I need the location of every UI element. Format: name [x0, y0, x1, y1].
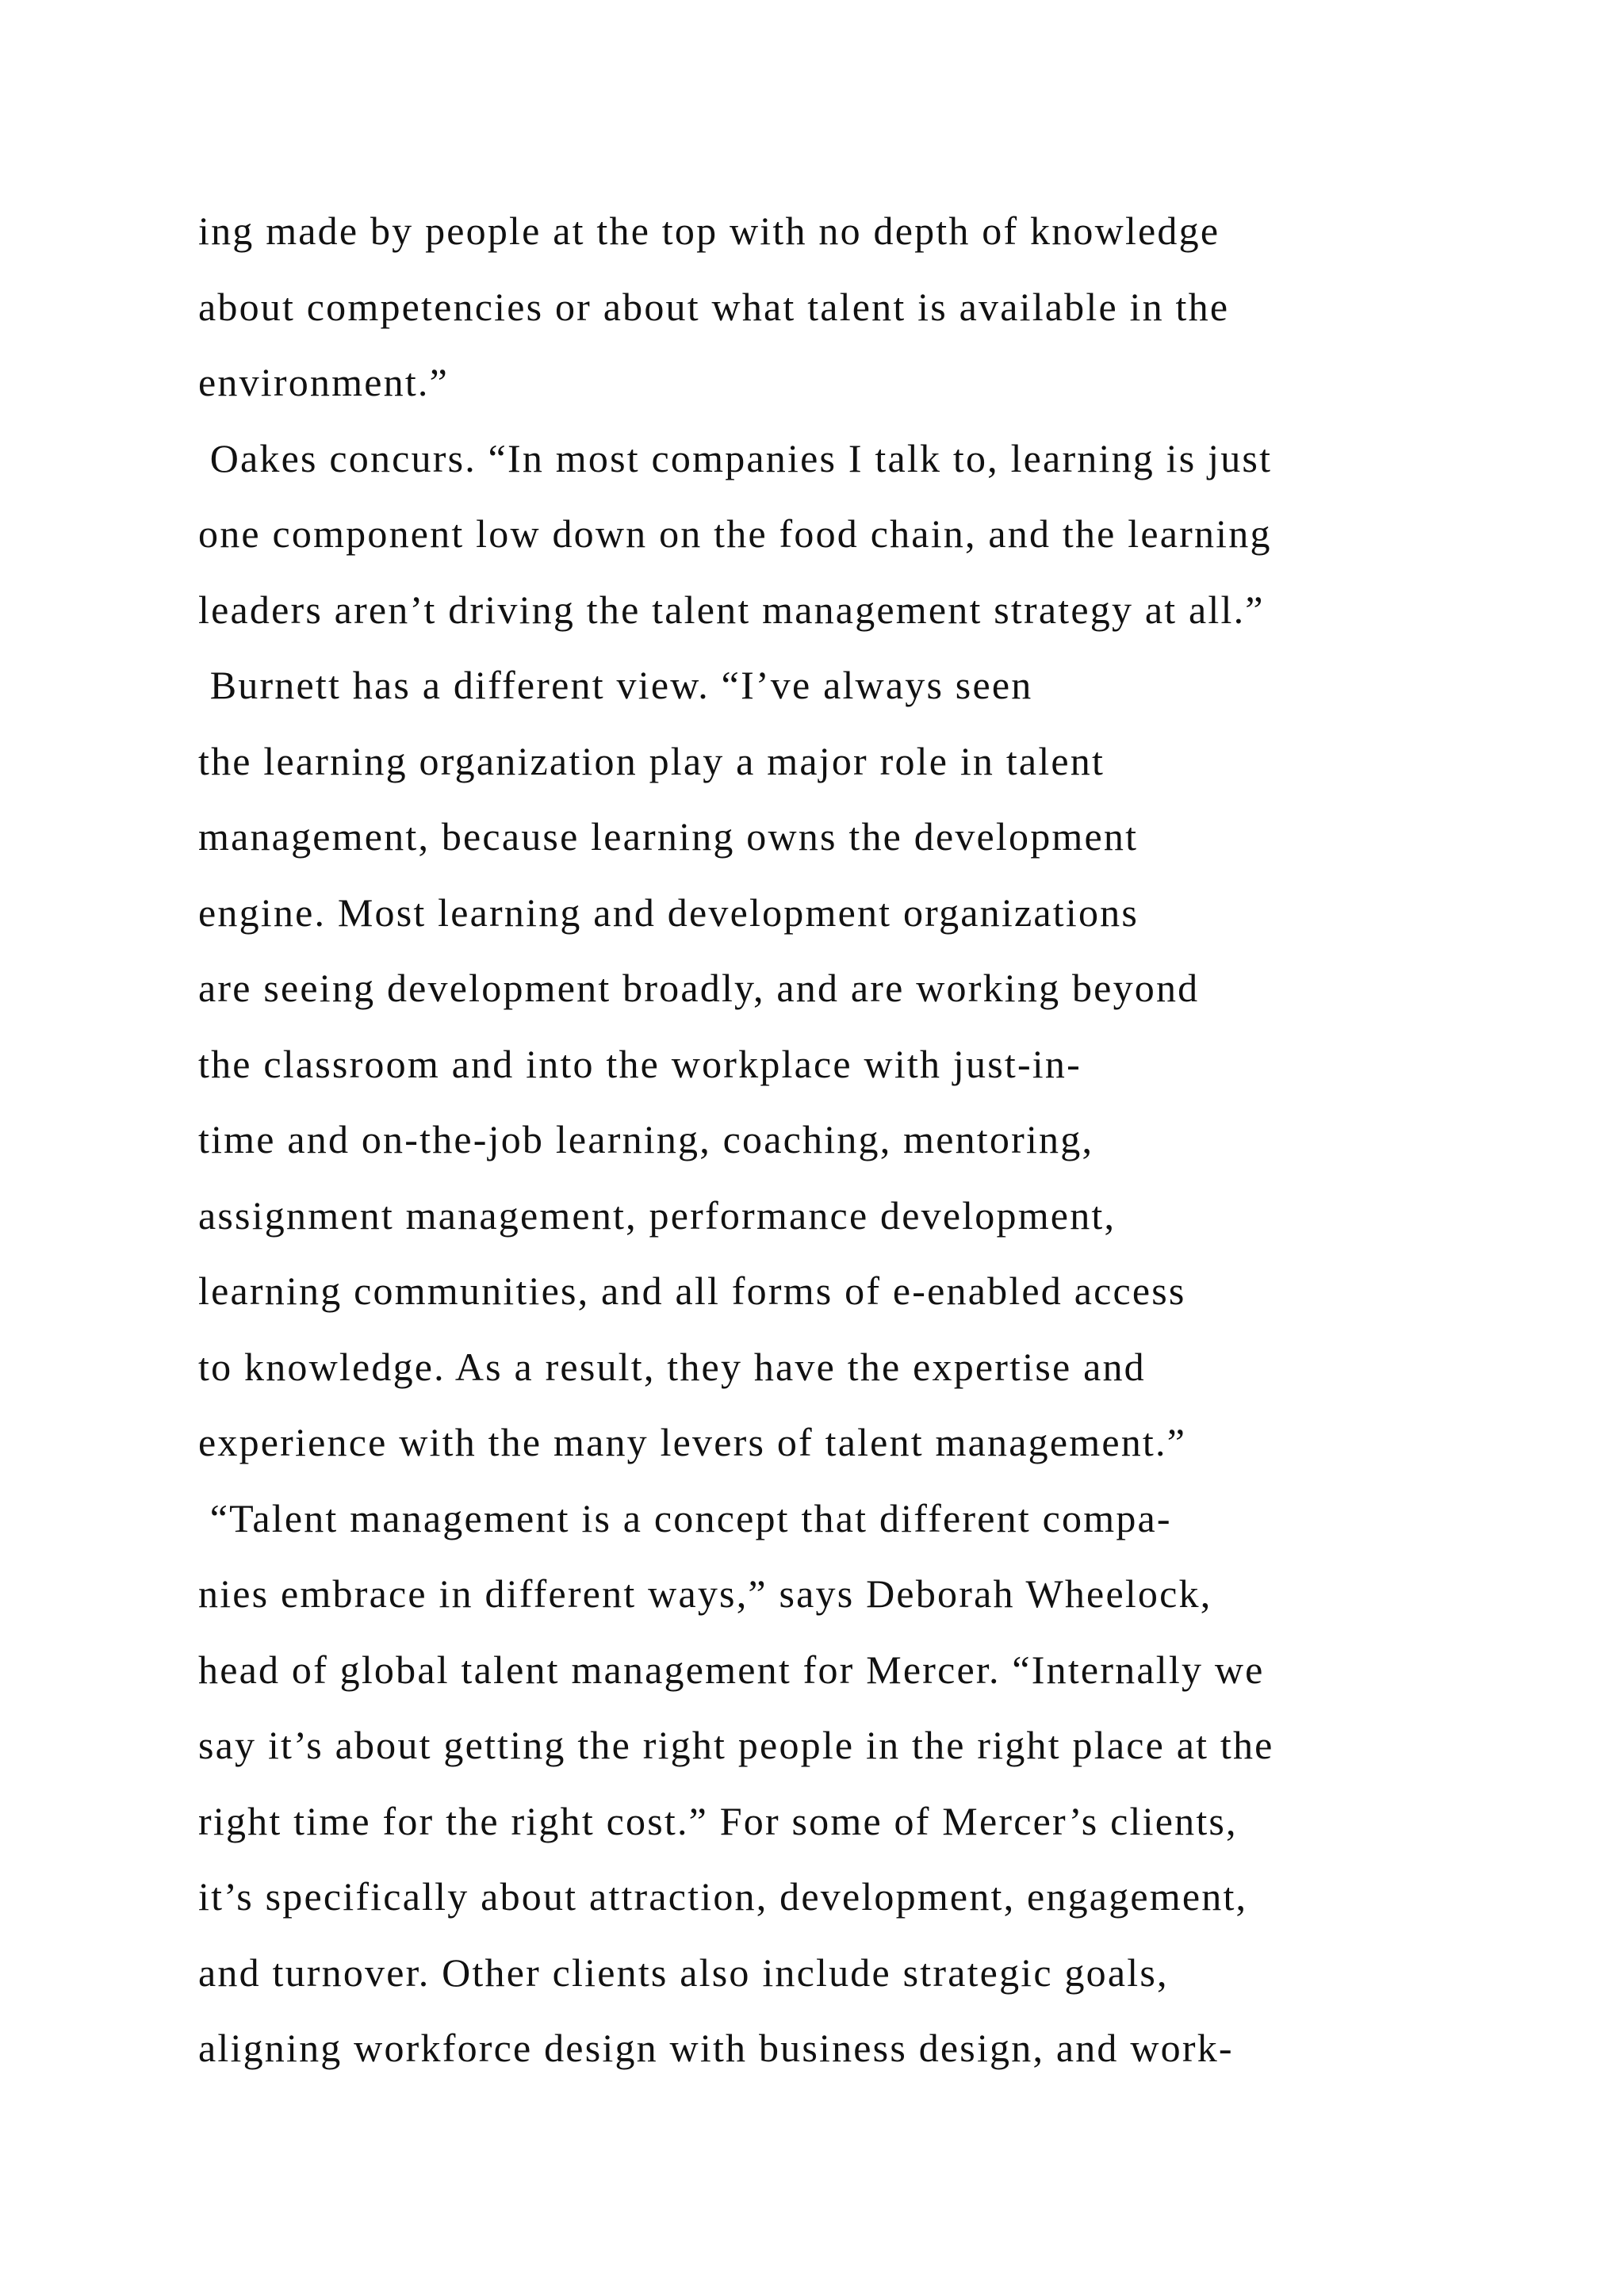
- text-line: aligning workforce design with business design, and work-: [198, 2026, 1234, 2070]
- text-line: environment.”: [198, 360, 450, 404]
- text-line: ing made by people at the top with no depth of knowledge: [198, 209, 1220, 253]
- text-line: the classroom and into the workplace with just-in-: [198, 1041, 1082, 1086]
- text-line: right time for the right cost.” For some of Mercer’s clients,: [198, 1798, 1238, 1843]
- text-line: it’s specifically about attraction, development, engagement,: [198, 1874, 1248, 1919]
- text-line: management, because learning owns the development: [198, 814, 1139, 859]
- text-line: one component low down on the food chain, and the learning: [198, 511, 1272, 556]
- text-line: nies embrace in different ways,” says Deborah Wheelock,: [198, 1571, 1212, 1616]
- text-line: about competencies or about what talent is available in the: [198, 284, 1230, 329]
- text-line: Oakes concurs. “In most companies I talk to, learning is just: [198, 435, 1273, 480]
- text-line: Burnett has a different view. “I’ve always seen: [198, 663, 1033, 707]
- text-line: the learning organization play a major role in talent: [198, 738, 1105, 783]
- text-line: are seeing development broadly, and are working beyond: [198, 966, 1200, 1010]
- text-line: “Talent management is a concept that different compa-: [198, 1495, 1172, 1540]
- text-line: head of global talent management for Mercer. “Internally we: [198, 1647, 1265, 1692]
- text-line: assignment management, performance development,: [198, 1192, 1116, 1238]
- text-line: say it’s about getting the right people in the right place at the: [198, 1723, 1274, 1767]
- text-line: leaders aren’t driving the talent management strategy at all.”: [198, 587, 1265, 632]
- text-line: to knowledge. As a result, they have the expertise and: [198, 1344, 1146, 1389]
- text-line: experience with the many levers of talent management.”: [198, 1420, 1187, 1464]
- body-text: [198, 193, 1610, 2087]
- text-line: and turnover. Other clients also include strategic goals,: [198, 1950, 1169, 1995]
- text-line: learning communities, and all forms of e-enabled access: [198, 1269, 1186, 1313]
- text-line: engine. Most learning and development organizations: [198, 890, 1139, 935]
- text-line: time and on-the-job learning, coaching, mentoring,: [198, 1117, 1094, 1161]
